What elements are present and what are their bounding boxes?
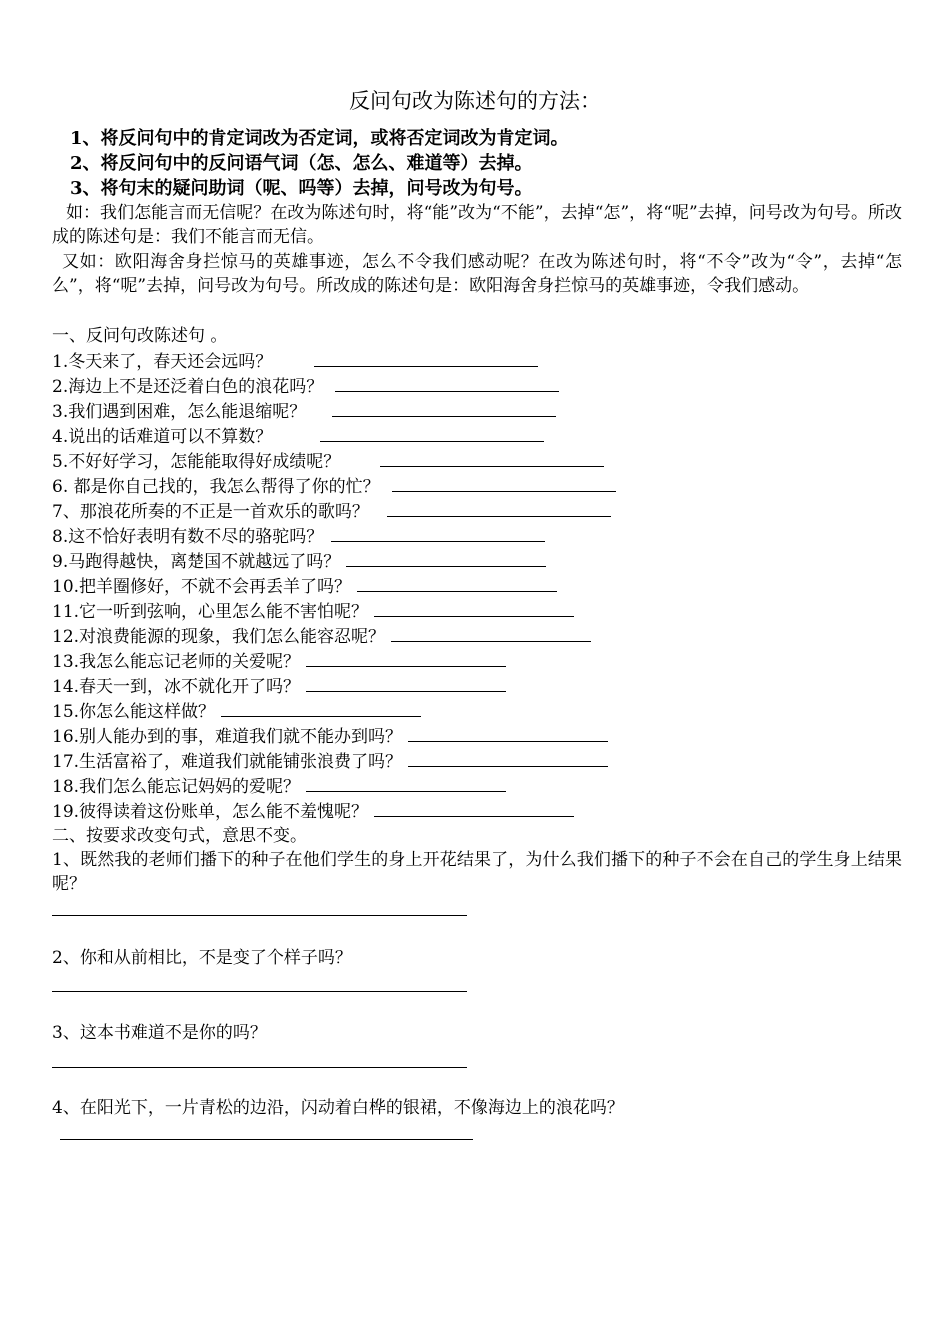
answer-blank[interactable] xyxy=(408,748,608,767)
question-3 xyxy=(52,398,556,424)
rule-1: 1、将反问句中的肯定词改为否定词，或将否定词改为肯定词。 xyxy=(70,128,569,149)
question-text: 5.不好好学习，怎能能取得好成绩呢？ xyxy=(52,452,341,472)
question-8 xyxy=(52,523,545,549)
question-15 xyxy=(52,698,421,724)
task-1: 1、既然我的老师们播下的种子在他们学生的身上开花结果了，为什么我们播下的种子不会在自己的学生身上结果呢？ xyxy=(52,850,902,894)
question-4 xyxy=(52,423,544,449)
answer-blank[interactable] xyxy=(332,398,556,417)
answer-line-4[interactable] xyxy=(60,1139,473,1140)
answer-blank[interactable] xyxy=(357,573,557,592)
question-text: 19.彼得读着这份账单，怎么能不羞愧呢？ xyxy=(52,802,369,822)
answer-blank[interactable] xyxy=(374,598,574,617)
question-9 xyxy=(52,548,546,574)
question-text: 2.海边上不是还泛着白色的浪花吗？ xyxy=(52,377,324,397)
answer-blank[interactable] xyxy=(391,623,591,642)
question-1 xyxy=(52,348,538,374)
question-16 xyxy=(52,723,608,749)
answer-blank[interactable] xyxy=(392,473,616,492)
question-13 xyxy=(52,648,506,674)
section-2-title: 二、按要求改变句式，意思不变。 xyxy=(52,826,307,846)
question-11 xyxy=(52,598,574,624)
question-text: 10.把羊圈修好，不就不会再丢羊了吗？ xyxy=(52,577,352,597)
answer-blank[interactable] xyxy=(306,673,506,692)
question-text: 9.马跑得越快，离楚国不就越远了吗？ xyxy=(52,552,341,572)
page-title: 反问句改为陈述句的方法： xyxy=(349,89,601,113)
example-1: 如：我们怎能言而无信呢？在改为陈述句时，将“能”改为“不能”，去掉“怎”，将“呢”去掉，问号改为句号。所改成的陈述句是：我们不能言而无信。 xyxy=(52,203,902,247)
answer-blank[interactable] xyxy=(221,698,421,717)
question-14 xyxy=(52,673,506,699)
question-text: 11.它一听到弦响，心里怎么能不害怕呢？ xyxy=(52,602,369,622)
answer-blank[interactable] xyxy=(335,373,559,392)
question-12 xyxy=(52,623,591,649)
example-2: 又如：欧阳海舍身拦惊马的英雄事迹，怎么不令我们感动呢？在改为陈述句时，将“不令”改为“令”，去掉“怎么”，将“呢”去掉，问号改为句号。所改成的陈述句是：欧阳海舍身拦惊马的英雄事迹，令我们感动。 xyxy=(52,252,902,296)
question-text: 6. 都是你自己找的，我怎么帮得了你的忙？ xyxy=(52,477,380,497)
question-text: 17.生活富裕了，难道我们就能铺张浪费了吗？ xyxy=(52,752,403,772)
answer-line-2[interactable] xyxy=(52,991,467,992)
answer-blank[interactable] xyxy=(306,648,506,667)
task-2: 2、你和从前相比，不是变了个样子吗？ xyxy=(52,948,352,968)
answer-blank[interactable] xyxy=(331,523,545,542)
answer-blank[interactable] xyxy=(387,498,611,517)
question-5 xyxy=(52,448,604,474)
question-19 xyxy=(52,798,574,824)
rule-2: 2、将反问句中的反问语气词（怎、怎么、难道等）去掉。 xyxy=(70,153,533,174)
question-17 xyxy=(52,748,608,774)
answer-blank[interactable] xyxy=(380,448,604,467)
question-text: 15.你怎么能这样做？ xyxy=(52,702,216,722)
question-text: 16.别人能办到的事，难道我们就不能办到吗？ xyxy=(52,727,403,747)
answer-line-1[interactable] xyxy=(52,915,467,916)
question-text: 4.说出的话难道可以不算数？ xyxy=(52,427,273,447)
answer-line-3[interactable] xyxy=(52,1067,467,1068)
section-1-title: 一、反问句改陈述句 。 xyxy=(52,326,228,346)
question-text: 13.我怎么能忘记老师的关爱呢？ xyxy=(52,652,301,672)
answer-blank[interactable] xyxy=(320,423,544,442)
task-4: 4、在阳光下，一片青松的边沿，闪动着白桦的银裙，不像海边上的浪花吗？ xyxy=(52,1098,624,1118)
question-text: 18.我们怎么能忘记妈妈的爱呢？ xyxy=(52,777,301,797)
question-text: 7、那浪花所奏的不正是一首欢乐的歌吗？ xyxy=(52,502,369,522)
question-18 xyxy=(52,773,506,799)
question-text: 3.我们遇到困难，怎么能退缩呢？ xyxy=(52,402,307,422)
answer-blank[interactable] xyxy=(314,348,538,367)
answer-blank[interactable] xyxy=(374,798,574,817)
question-2 xyxy=(52,373,559,399)
answer-blank[interactable] xyxy=(346,548,546,567)
question-6 xyxy=(52,473,616,499)
question-text: 12.对浪费能源的现象，我们怎么能容忍呢？ xyxy=(52,627,386,647)
rule-3: 3、将句末的疑问助词（呢、吗等）去掉，问号改为句号。 xyxy=(70,178,533,199)
question-text: 1.冬天来了，春天还会远吗？ xyxy=(52,352,273,372)
task-3: 3、这本书难道不是你的吗？ xyxy=(52,1023,267,1043)
question-text: 8.这不恰好表明有数不尽的骆驼吗？ xyxy=(52,527,324,547)
answer-blank[interactable] xyxy=(408,723,608,742)
question-7 xyxy=(52,498,611,524)
question-10 xyxy=(52,573,557,599)
answer-blank[interactable] xyxy=(306,773,506,792)
question-text: 14.春天一到，冰不就化开了吗？ xyxy=(52,677,301,697)
